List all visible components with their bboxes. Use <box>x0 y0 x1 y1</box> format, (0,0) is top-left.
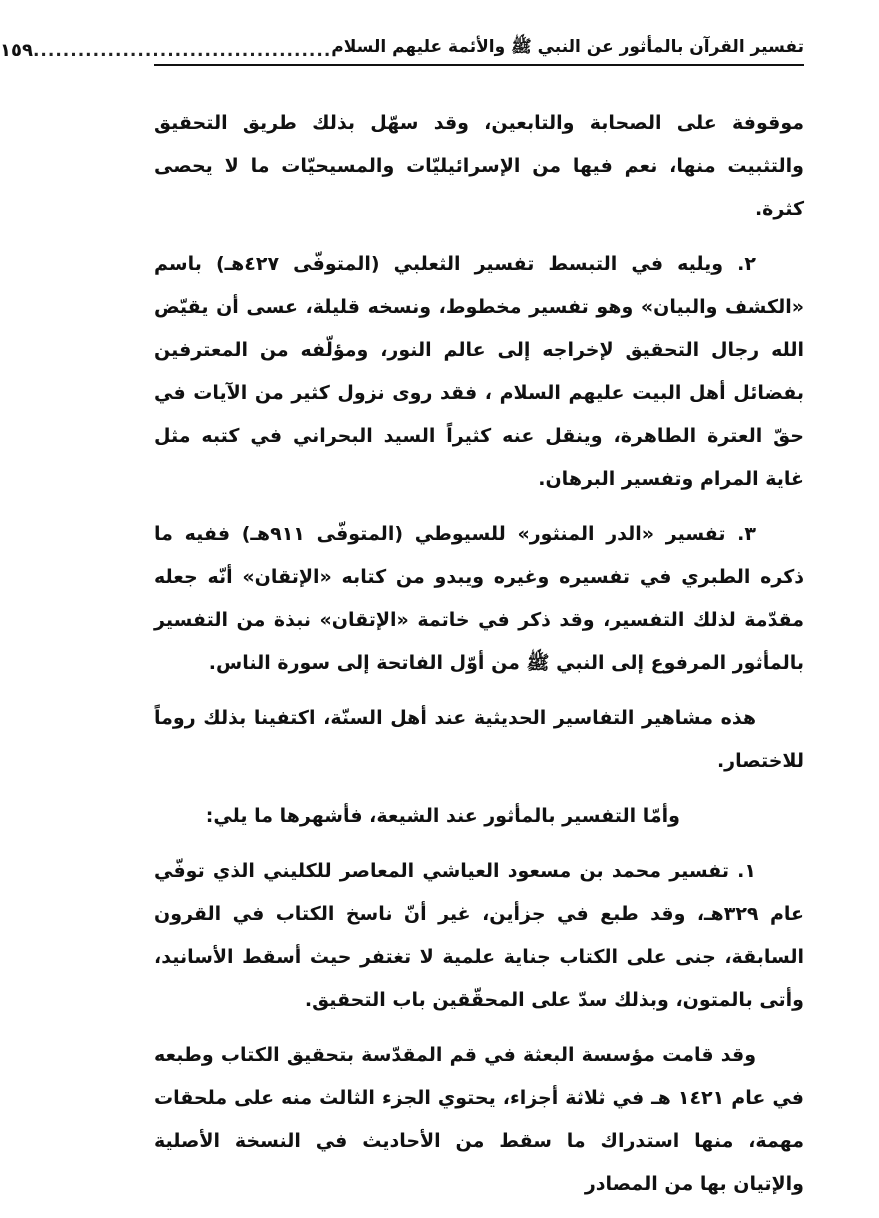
page-number: ١٥٩ <box>0 40 33 61</box>
paragraph-bitha-edition: وقد قامت مؤسسة البعثة في قم المقدّسة بتحقيق الكتاب وطبعه في عام ١٤٢١ هـ في ثلاثة أجزاء، يحتوي الجزء الثالث منه على ملحقات مهمة، منها استدراك ما سقط من الأحاديث في النسخة الأصلية والإتيان بها من المصادر <box>154 1044 804 1195</box>
book-page <box>0 30 804 1218</box>
paragraph-item-2-thalabi: ٢. ويليه في التبسط تفسير الثعلبي (المتوفّى ٤٢٧هـ) باسم «الكشف والبيان» وهو تفسير مخطوط، ونسخه قليلة، عسى أن يقيّض الله رجال التحقيق لإخراجه إلى عالم النور، ومؤلّفه من المعترفين بفضائل أهل البيت عليهم السلام ، فقد روى نزول كثير من الآيات في حقّ العترة الطاهرة، وينقل عنه كثيراً السيد البحراني في كتبه مثل غاية المرام وتفسير البرهان. <box>154 253 804 490</box>
paragraph-continuation: موقوفة على الصحابة والتابعين، وقد سهّل بذلك طريق التحقيق والتثبيت منها، نعم فيها من الإسرائيليّات والمسيحيّات ما لا يحصى كثرة. <box>154 112 804 220</box>
running-header <box>0 30 804 66</box>
running-title: تفسير القرآن بالمأثور عن النبي ﷺ والأئمة عليهم السلام <box>331 37 804 57</box>
paragraph-shia-intro: وأمّا التفسير بالمأثور عند الشيعة، فأشهرها ما يلي: <box>205 805 680 827</box>
paragraph-summary: هذه مشاهير التفاسير الحديثية عند أهل السنّة، اكتفينا بذلك روماً للاختصار. <box>154 707 804 772</box>
paragraph-item-3-suyuti: ٣. تفسير «الدر المنثور» للسيوطي (المتوفّى ٩١١هـ) ففيه ما ذكره الطبري في تفسيره وغيره ويبدو من كتابه «الإتقان» أنّه جعله مقدّمة لذلك التفسير، وقد ذكر في خاتمة «الإتقان» نبذة من التفسير بالمأثور المرفوع إلى النبي ﷺ من أوّل الفاتحة إلى سورة الناس. <box>154 523 804 674</box>
page-body <box>154 102 804 1206</box>
leader-dots: ........................................ <box>32 41 332 61</box>
paragraph-item-1-ayyashi: ١. تفسير محمد بن مسعود العياشي المعاصر للكليني الذي توفّي عام ٣٢٩هـ، وقد طبع في جزأين، غير أنّ ناسخ الكتاب في القرون السابقة، جنى على الكتاب جناية علمية لا تغتفر حيث أسقط الأسانيد، وأتى بالمتون، وبذلك سدّ على المحقّقين باب التحقيق. <box>154 860 804 1011</box>
